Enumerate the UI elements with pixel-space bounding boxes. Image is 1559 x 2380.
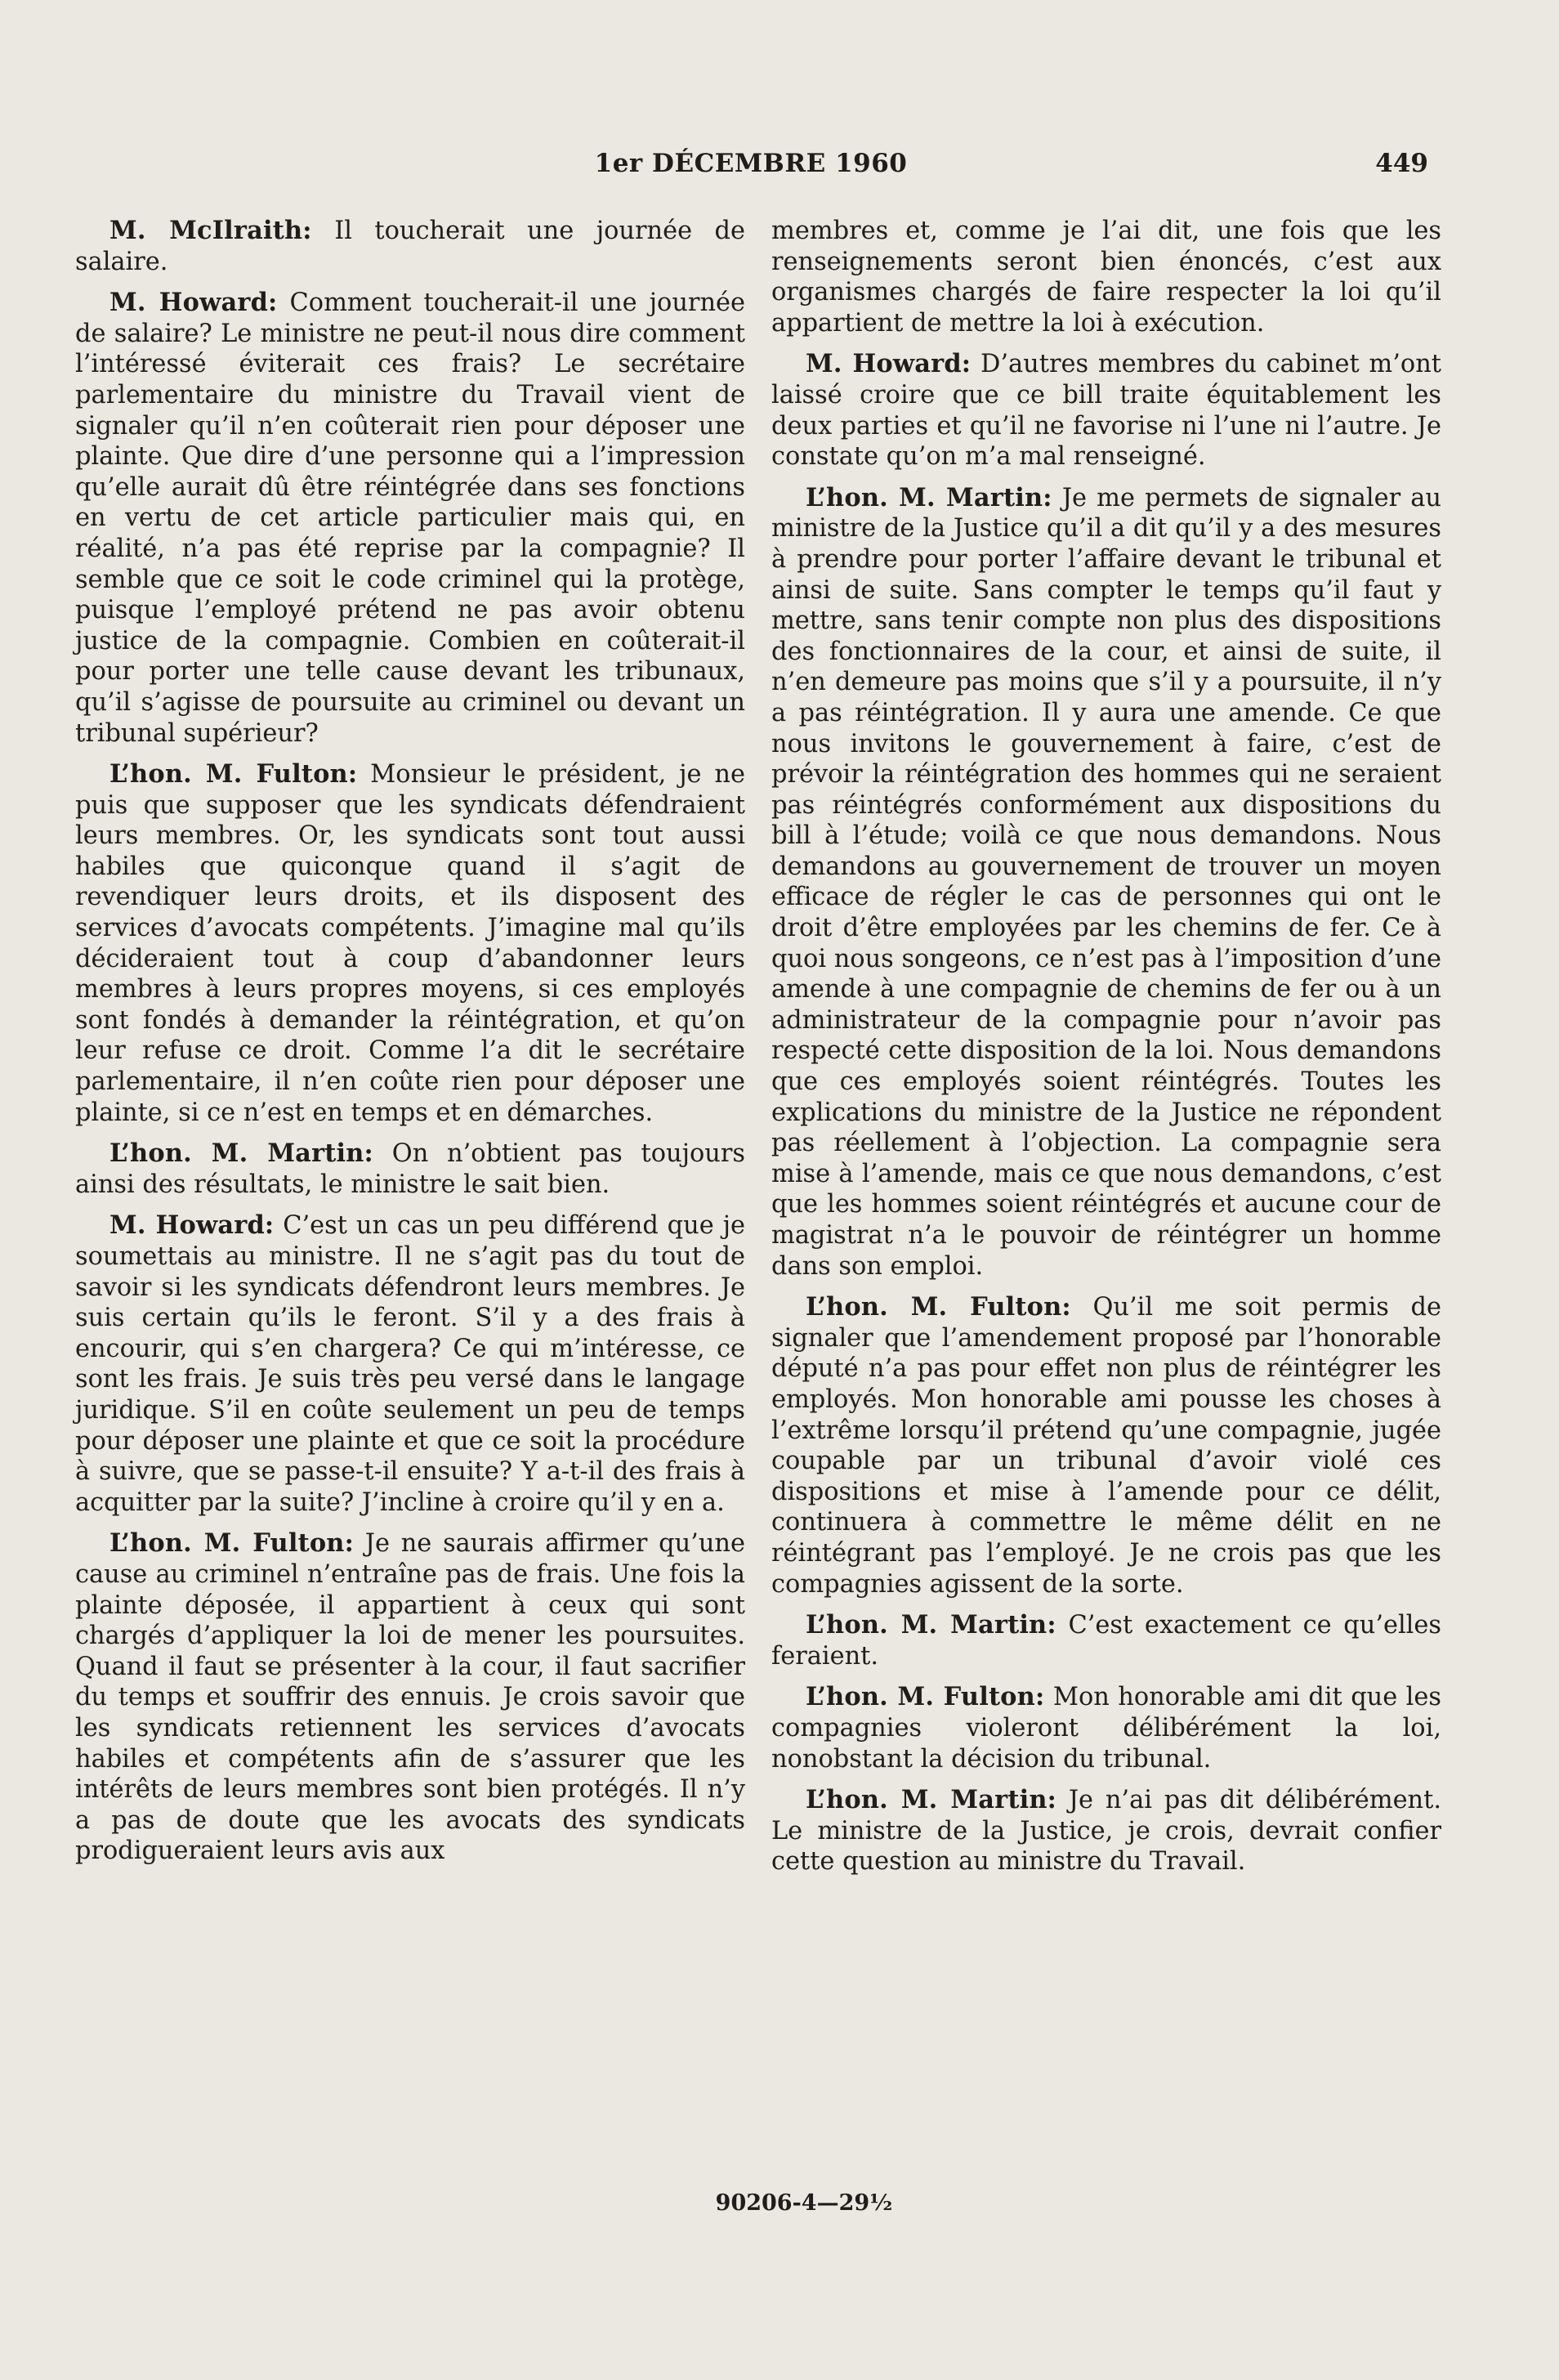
- paragraph: [771, 1785, 1441, 1877]
- speaker-name: M. Howard:: [109, 288, 278, 318]
- speaker-name: M. Howard:: [109, 1210, 275, 1241]
- paragraph-text: C’est un cas un peu différend que je soumettais au ministre. Il ne s’agit pas du tout de savoir si les syndicats défendront leurs membres. Je suis certain qu’ils le feront. S’il y a des frais à encourir, qui s’en chargera? Ce qui m’intéresse, ce sont les frais. Je suis très peu versé dans le langage juridique. S’il en coûte seulement un peu de temps pour déposer une plainte et que ce soit la procédure à suivre, que se passe-t-il ensuite? Y a-t-il des frais à acquitter par la suite? J’incline à croire qu’il y en a.: [75, 1211, 745, 1517]
- right-column: [771, 216, 1441, 1888]
- paragraph-text: Je ne saurais affirmer qu’une cause au criminel n’entraîne pas de frais. Une fois la plainte déposée, il appartient à ceux qui sont chargés d’appliquer la loi de mener les poursuites. Quand il faut se présenter à la cour, il faut sacrifier du temps et souffrir des ennuis. Je crois savoir que les syndicats retiennent les services d’avocats habiles et compétents afin de s’assurer que les intérêts de leurs membres sont bien protégés. Il n’y a pas de doute que les avocats des syndicats prodigueraient leurs avis aux: [75, 1529, 745, 1866]
- speaker-name: L’hon. M. Fulton:: [109, 1528, 355, 1559]
- paragraph-text: Monsieur le président, je ne puis que supposer que les syndicats défendraient leurs membres. Or, les syndicats sont tout aussi habiles que quiconque quand il s’agit de revendiquer leurs droits, et ils disposent des services d’avocats compétents. J’imagine mal qu’ils décideraient tout à coup d’abandonner leurs membres à leurs propres moyens, si ces employés sont fondés à demander la réintégration, et qu’on leur refuse ce droit. Comme l’a dit le secrétaire parlementaire, il n’en coûte rien pour déposer une plainte, si ce n’est en temps et en démarches.: [75, 760, 745, 1127]
- paragraph-text: Je me permets de signaler au ministre de la Justice qu’il a dit qu’il y a des mesures à prendre pour porter l’affaire devant le tribunal et ainsi de suite. Sans compter le temps qu’il faut y mettre, sans tenir compte non plus des dispositions des fonctionnaires de la cour, et ainsi de suite, il n’en demeure pas moins que s’il y a poursuite, il n’y a pas réintégration. Il y aura une amende. Ce que nous invitons le gouvernement à faire, c’est de prévoir la réintégration des hommes qui ne seraient pas réintégrés conformément aux dispositions du bill à l’étude; voilà ce que nous demandons. Nous demandons au gouvernement de trouver un moyen efficace de régler le cas de personnes qui ont le droit d’être employées par les chemins de fer. Ce à quoi nous songeons, ce n’est pas à l’imposition d’une amende à une compagnie de chemins de fer ou à un administrateur de la compagnie pour n’avoir pas respecté cette disposition de la loi. Nous demandons que ces employés soient réintégrés. Toutes les explications du ministre de la Justice ne répondent pas réellement à l’objection. La compagnie sera mise à l’amende, mais ce que nous demandons, c’est que les hommes soient réintégrés et aucune cour de magistrat n’a le pouvoir de réintégrer un homme dans son emploi.: [771, 483, 1441, 1281]
- speaker-name: L’hon. M. Martin:: [109, 1139, 373, 1169]
- speaker-name: M. McIlraith:: [109, 216, 312, 245]
- paragraph: [75, 759, 745, 1128]
- speaker-name: L’hon. M. Martin:: [806, 482, 1052, 512]
- page-header: [74, 149, 1428, 190]
- paragraph-continuation: [771, 216, 1441, 338]
- paragraph: [75, 288, 745, 749]
- paragraph-text: Mon honorable ami dit que les compagnies violeront délibérément la loi, nonobstant la décision du tribunal.: [771, 1683, 1441, 1774]
- paragraph-text: Comment toucherait-il une journée de salaire? Le ministre ne peut-il nous dire comment l’intéressé éviterait ces frais? Le secrétaire parlementaire du ministre du Travail vient de signaler qu’il n’en coûterait rien pour déposer une plainte. Que dire d’une personne qui a l’impression qu’elle aurait dû être réintégrée dans ses fonctions en vertu de cet article particulier mais qui, en réalité, n’a pas été reprise par la compagnie? Il semble que ce soit le code criminel qui la protège, puisque l’employé prétend ne pas avoir obtenu justice de la compagnie. Combien en coûterait-il pour porter une telle cause devant les tribunaux, qu’il s’agisse de poursuite au criminel ou devant un tribunal supérieur?: [75, 289, 745, 748]
- paragraph-text: C’est exactement ce qu’elles feraient.: [771, 1611, 1441, 1671]
- paragraph: [771, 1682, 1441, 1774]
- paragraph-text: D’autres membres du cabinet m’ont laissé croire que ce bill traite équitablement les deux parties et qu’il ne favorise ni l’une ni l’autre. Je constate qu’on m’a mal renseigné.: [771, 350, 1441, 472]
- speaker-name: L’hon. M. Fulton:: [806, 1682, 1045, 1712]
- paragraph: [771, 483, 1441, 1282]
- paragraph-text: membres et, comme je l’ai dit, une fois que les renseignements seront bien énoncés, c’est aux organismes chargés de faire respecter la loi qu’il appartient de mettre la loi à exécution.: [771, 217, 1441, 338]
- speaker-name: L’hon. M. Martin:: [806, 1785, 1057, 1815]
- paragraph-text: Il toucherait une journée de salaire.: [75, 217, 745, 276]
- paragraph-text: Qu’il me soit permis de signaler que l’amendement proposé par l’honorable député n’a pas pour effet non plus de réintégrer les employés. Mon honorable ami pousse les choses à l’extrême lorsqu’il prétend qu’une compagnie, jugée coupable par un tribunal d’avoir violé ces dispositions et mise à l’amende pour ce délit, continuera à commettre le même délit en ne réintégrant pas l’employé. Je ne crois pas que les compagnies agissent de la sorte.: [771, 1293, 1441, 1599]
- speaker-name: L’hon. M. Martin:: [806, 1610, 1056, 1640]
- paragraph: [75, 1210, 745, 1518]
- page-number: 449: [1375, 149, 1428, 178]
- header-date: 1er DÉCEMBRE 1960: [594, 149, 908, 178]
- paragraph: [771, 349, 1441, 472]
- paragraph: [75, 1528, 745, 1867]
- paragraph: [75, 216, 745, 277]
- paragraph: [75, 1139, 745, 1200]
- paragraph: [771, 1610, 1441, 1671]
- paragraph-text: On n’obtient pas toujours ainsi des résultats, le ministre le sait bien.: [75, 1139, 745, 1199]
- left-column: [75, 216, 745, 1877]
- paragraph: [771, 1292, 1441, 1599]
- speaker-name: M. Howard:: [806, 349, 972, 379]
- speaker-name: L’hon. M. Fulton:: [109, 759, 358, 790]
- paragraph-text: Je n’ai pas dit délibérément. Le ministre de la Justice, je crois, devrait confier cette question au ministre du Travail.: [771, 1786, 1442, 1877]
- footer-code: 90206-4—29½: [715, 2190, 893, 2216]
- speaker-name: L’hon. M. Fulton:: [806, 1292, 1071, 1322]
